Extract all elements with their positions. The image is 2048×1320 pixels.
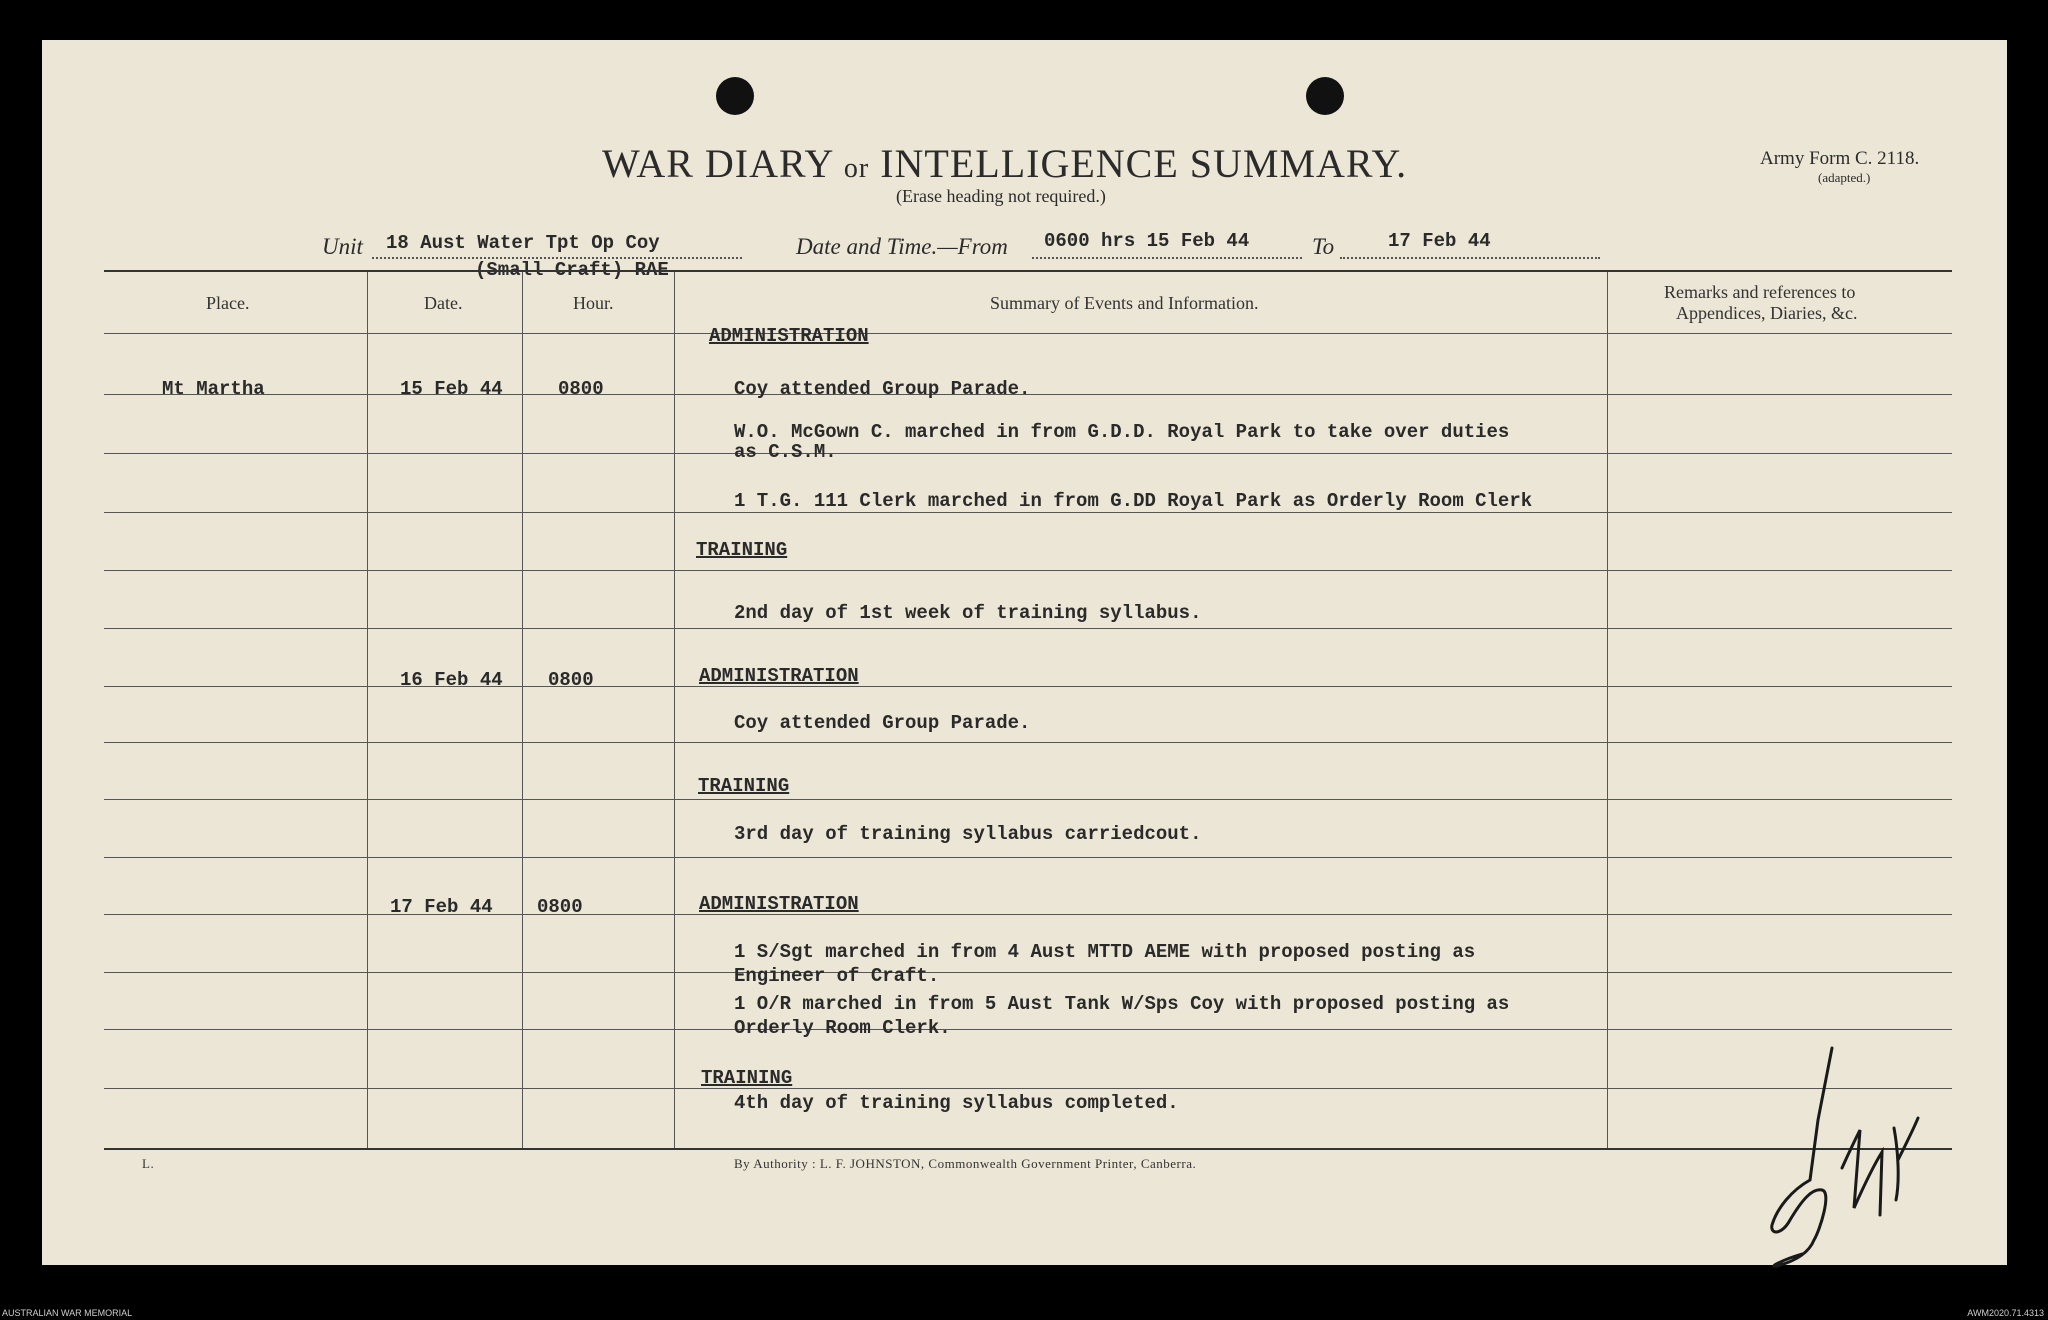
form-adapted: (adapted.) (1818, 170, 1871, 185)
col-head-summary: Summary of Events and Information. (990, 293, 1259, 313)
section-heading-training: TRAINING (698, 775, 790, 797)
date-time-label: Date and Time.—From (796, 234, 1008, 259)
section-heading-training: TRAINING (701, 1067, 793, 1089)
col-divider-hour (674, 272, 675, 1148)
date-entry: 16 Feb 44 (400, 669, 503, 691)
row-rule (104, 570, 1952, 571)
title-part-b: INTELLIGENCE SUMMARY. (880, 141, 1408, 186)
punch-hole-right (1306, 77, 1344, 115)
section-heading-administration: ADMINISTRATION (699, 665, 859, 687)
hour-entry: 0800 (558, 378, 604, 400)
summary-line: Engineer of Craft. (734, 965, 940, 987)
footer-mark: L. (142, 1156, 155, 1171)
row-rule (104, 972, 1952, 973)
summary-line: Coy attended Group Parade. (734, 378, 1031, 400)
col-head-remarks-2: Appendices, Diaries, &c. (1676, 303, 1858, 323)
table-top-rule (104, 270, 1952, 272)
col-divider-place (367, 272, 368, 1148)
summary-line: Orderly Room Clerk. (734, 1017, 951, 1039)
row-rule (104, 453, 1952, 454)
page-subtitle: (Erase heading not required.) (896, 186, 1106, 206)
place-entry: Mt Martha (162, 378, 265, 400)
date-entry: 15 Feb 44 (400, 378, 503, 400)
section-heading-administration: ADMINISTRATION (699, 893, 859, 915)
date-from: 0600 hrs 15 Feb 44 (1044, 230, 1250, 252)
row-rule (104, 857, 1952, 858)
row-rule (104, 686, 1952, 687)
hour-entry: 0800 (548, 669, 594, 691)
unit-label: Unit (322, 234, 363, 259)
date-to: 17 Feb 44 (1388, 230, 1491, 252)
from-dotted-line (1032, 257, 1302, 259)
col-head-place: Place. (206, 293, 250, 313)
summary-line: 3rd day of training syllabus carriedcout. (734, 823, 1202, 845)
form-number: Army Form C. 2118. (1760, 148, 1920, 169)
row-rule (104, 1029, 1952, 1030)
signature (1722, 1040, 1952, 1280)
summary-line: 1 O/R marched in from 5 Aust Tank W/Sps Coy with proposed posting as (734, 993, 1510, 1015)
row-rule (104, 799, 1952, 800)
summary-line: as C.S.M. (734, 441, 837, 463)
to-label: To (1312, 234, 1335, 259)
summary-line: 2nd day of 1st week of training syllabus. (734, 602, 1202, 624)
title-part-a: WAR DIARY (602, 141, 833, 186)
table-bottom-rule (104, 1148, 1952, 1150)
diary-sheet (42, 40, 2007, 1265)
caption-left: AUSTRALIAN WAR MEMORIAL (2, 1308, 133, 1318)
summary-line: W.O. McGown C. marched in from G.D.D. Royal Park to take over duties (734, 421, 1510, 443)
row-rule (104, 1088, 1952, 1089)
footer-authority: By Authority : L. F. JOHNSTON, Commonwealth Government Printer, Canberra. (734, 1156, 1197, 1171)
unit-name-line2: (Small Craft) RAE (475, 259, 669, 281)
row-rule (104, 512, 1952, 513)
col-divider-summary (1607, 272, 1608, 1148)
col-divider-date (522, 272, 523, 1148)
row-rule (104, 914, 1952, 915)
summary-line: 1 T.G. 111 Clerk marched in from G.DD Royal Park as Orderly Room Clerk (734, 490, 1533, 512)
to-dotted-line (1340, 257, 1600, 259)
punch-hole-left (716, 77, 754, 115)
col-head-date: Date. (424, 293, 463, 313)
caption-right: AWM2020.71.4313 (1967, 1308, 2044, 1318)
row-rule (104, 742, 1952, 743)
title-or: or (843, 153, 870, 184)
row-rule (104, 333, 1952, 334)
summary-line: Coy attended Group Parade. (734, 712, 1031, 734)
summary-line: 1 S/Sgt marched in from 4 Aust MTTD AEME with proposed posting as (734, 941, 1476, 963)
section-heading-training: TRAINING (696, 539, 788, 561)
row-rule (104, 628, 1952, 629)
col-head-hour: Hour. (573, 293, 614, 313)
col-head-remarks-1: Remarks and references to (1664, 282, 1856, 302)
page-title (602, 140, 1407, 187)
hour-entry: 0800 (537, 896, 583, 918)
summary-line: 4th day of training syllabus completed. (734, 1092, 1179, 1114)
unit-name: 18 Aust Water Tpt Op Coy (386, 232, 660, 254)
date-entry: 17 Feb 44 (390, 896, 493, 918)
section-heading-administration: ADMINISTRATION (709, 325, 869, 347)
